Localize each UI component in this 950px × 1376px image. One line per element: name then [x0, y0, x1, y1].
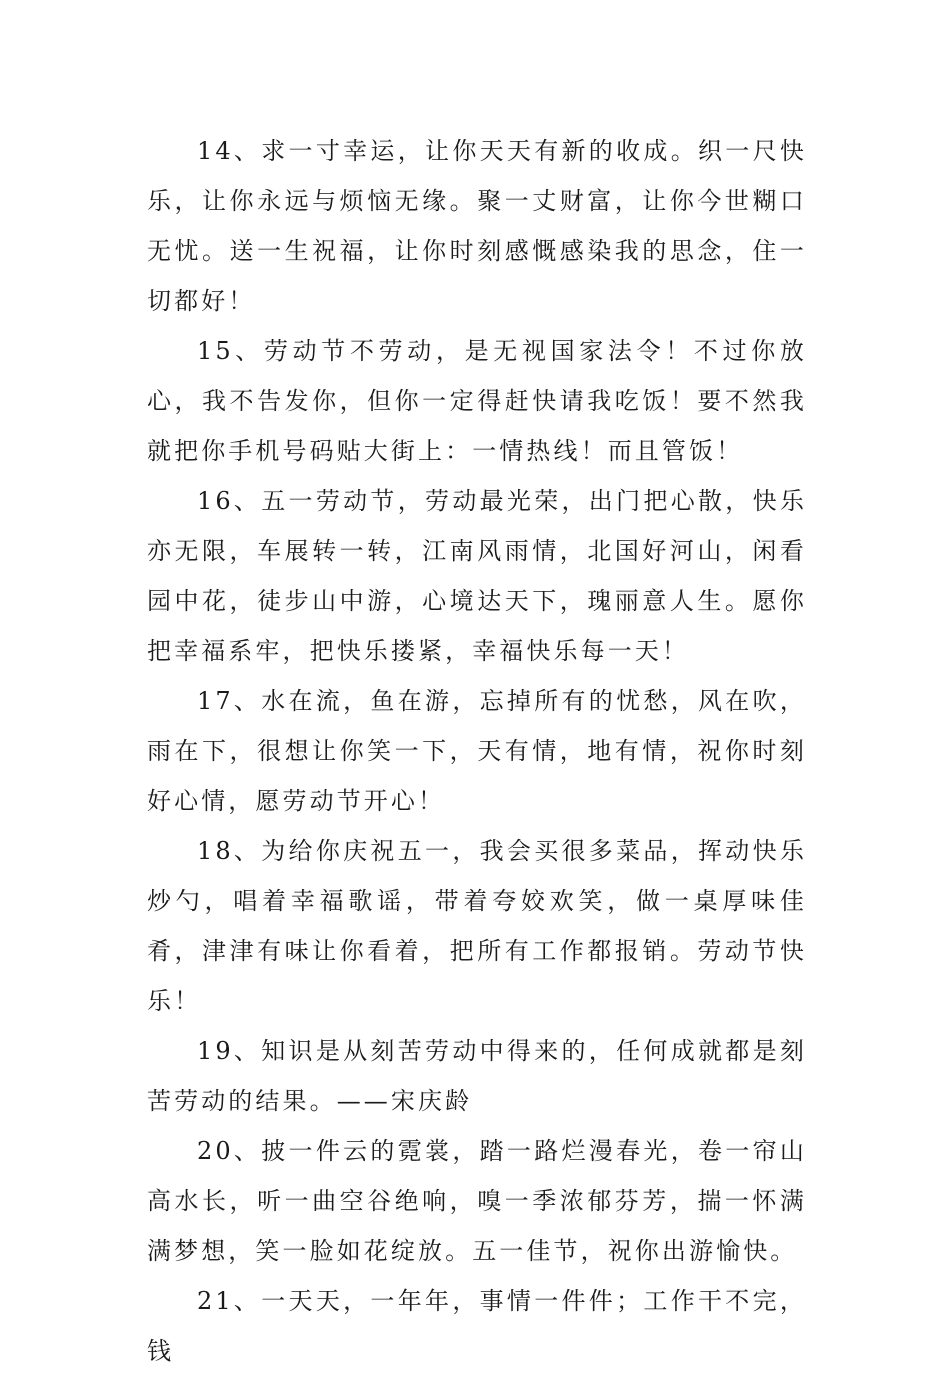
paragraph-16: 16、五一劳动节，劳动最光荣，出门把心散，快乐亦无限，车展转一转，江南风雨情，北国好河山，闲看园中花，徒步山中游，心境达天下，瑰丽意人生。愿你把幸福系牢，把快乐搂紧，幸福快乐每一天！: [147, 487, 807, 665]
paragraph-17: 17、水在流，鱼在游，忘掉所有的忧愁，风在吹，雨在下，很想让你笑一下，天有情，地有情，祝你时刻好心情，愿劳动节开心！: [147, 687, 807, 815]
paragraph-19: 19、知识是从刻苦劳动中得来的，任何成就都是刻苦劳动的结果。——宋庆龄: [147, 1037, 807, 1115]
paragraph-20: 20、披一件云的霓裳，踏一路烂漫春光，卷一帘山高水长，听一曲空谷绝响，嗅一季浓郁芬芳，揣一怀满满梦想，笑一脸如花绽放。五一佳节，祝你出游愉快。: [147, 1137, 807, 1265]
paragraph-21: 21、一天天，一年年，事情一件件；工作干不完，钱: [147, 1287, 807, 1365]
paragraph-18: 18、为给你庆祝五一，我会买很多菜品，挥动快乐炒勺，唱着幸福歌谣，带着夸姣欢笑，做一桌厚味佳肴，津津有味让你看着，把所有工作都报销。劳动节快乐！: [147, 837, 807, 1015]
paragraph-15: 15、劳动节不劳动，是无视国家法令！不过你放心，我不告发你，但你一定得赶快请我吃饭！要不然我就把你手机号码贴大街上：一情热线！而且管饭！: [147, 337, 807, 465]
paragraph-14: 14、求一寸幸运，让你天天有新的收成。织一尺快乐，让你永远与烦恼无缘。聚一丈财富，让你今世糊口无忧。送一生祝福，让你时刻感慨感染我的思念，住一切都好！: [147, 137, 807, 315]
document-body: [147, 126, 807, 1376]
